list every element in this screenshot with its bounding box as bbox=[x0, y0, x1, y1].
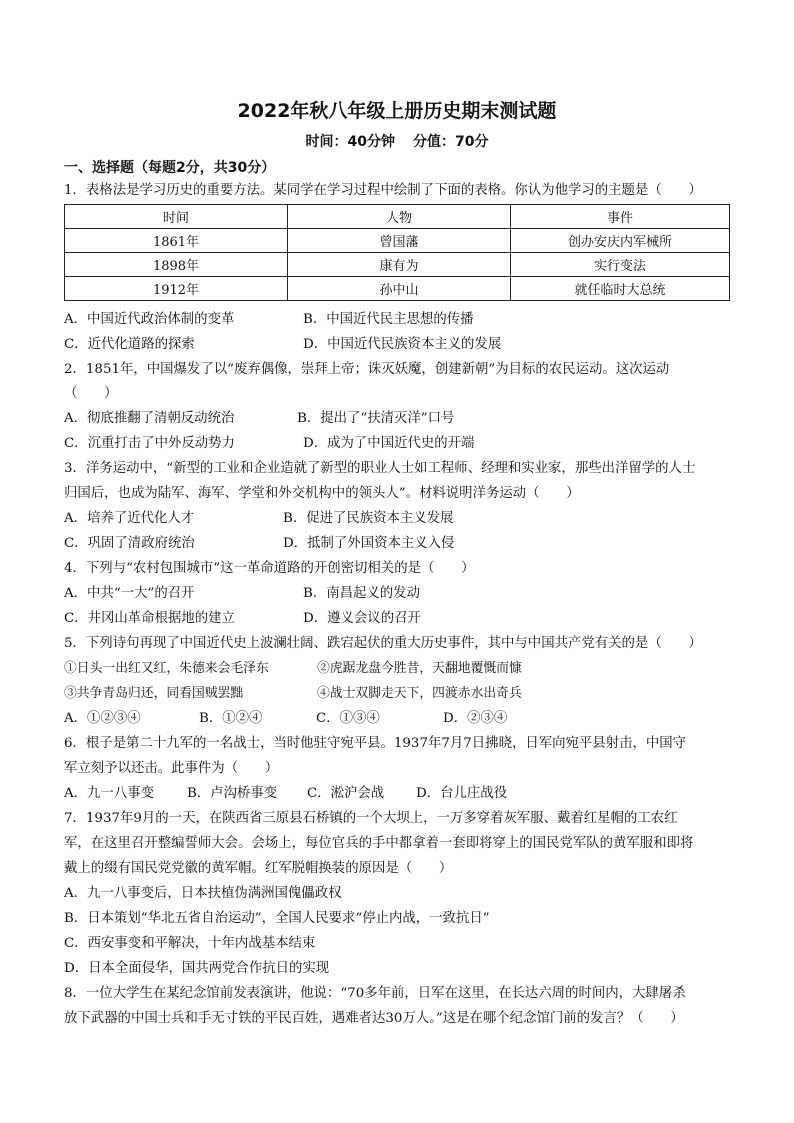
table-header-cell: 事件 bbox=[511, 205, 730, 229]
table-cell: 1861年 bbox=[65, 229, 288, 253]
q6-option-c: C．淞沪会战 bbox=[307, 786, 385, 801]
q5-poem-4: ④战士双脚走天下，四渡赤水出奇兵 bbox=[317, 686, 522, 701]
table-header-row bbox=[65, 205, 730, 229]
q1-option-c: C．近代化道路的探索 bbox=[64, 337, 195, 352]
table-cell: 孙中山 bbox=[288, 277, 511, 301]
table-cell: 曾国藩 bbox=[288, 229, 511, 253]
q2-option-a: A．彻底推翻了清朝反动统治 bbox=[64, 411, 235, 426]
q4-option-b: B．南昌起义的发动 bbox=[303, 586, 420, 601]
q2-option-d: D．成为了中国近代史的开端 bbox=[303, 436, 475, 451]
table-header-cell: 时间 bbox=[65, 205, 288, 229]
q1-stem: 1．表格法是学习历史的重要方法。某同学在学习过程中绘制了下面的表格。你认为他学习的主题是（ ） bbox=[64, 183, 702, 198]
q5-stem: 5．下列诗句再现了中国近代史上波澜壮阔、跌宕起伏的重大历史事件，其中与中国共产党有关的是（ ） bbox=[64, 636, 702, 651]
table-cell: 就任临时大总统 bbox=[511, 277, 730, 301]
table-header-cell: 人物 bbox=[288, 205, 511, 229]
table-cell: 1898年 bbox=[65, 253, 288, 277]
q2-stem-line1: 2．1851年，中国爆发了以“废弃偶像，崇拜上帝；诛灭妖魔，创建新朝”为目标的农民运动。这次运动 bbox=[64, 362, 670, 377]
q3-stem-line1: 3．洋务运动中，“新型的工业和企业造就了新型的职业人士如工程师、经理和实业家，那些出洋留学的人士 bbox=[64, 461, 696, 476]
table-row bbox=[65, 253, 730, 277]
q8-stem-line2: 放下武器的中国士兵和手无寸铁的平民百姓，遇难者达30万人。”这是在哪个纪念馆门前的发言？（ ） bbox=[64, 1011, 684, 1026]
q5-option-d: D．②③④ bbox=[443, 711, 508, 726]
q6-option-b: B．卢沟桥事变 bbox=[187, 786, 278, 801]
section-heading: 一、选择题（每题2分，共30分） bbox=[64, 160, 276, 176]
q1-option-d: D．中国近代民族资本主义的发展 bbox=[303, 337, 502, 352]
q7-option-a: A．九一八事变后，日本扶植伪满洲国傀儡政权 bbox=[64, 886, 342, 901]
q4-stem: 4．下列与“农村包围城市”这一革命道路的开创密切相关的是（ ） bbox=[64, 561, 475, 576]
q1-option-b: B．中国近代民主思想的传播 bbox=[303, 312, 474, 327]
q4-option-c: C．井冈山革命根据地的建立 bbox=[64, 611, 235, 626]
exam-info bbox=[0, 131, 794, 151]
q2-option-c: C．沉重打击了中外反动势力 bbox=[64, 436, 235, 451]
q7-stem-line3: 戴上的缀有国民党党徽的黄军帽。红军脱帽换装的原因是（ ） bbox=[64, 861, 453, 876]
score-label: 分值：70分 bbox=[413, 134, 489, 150]
q7-option-c: C．西安事变和平解决，十年内战基本结束 bbox=[64, 936, 316, 951]
q5-option-c: C．①③④ bbox=[316, 711, 380, 726]
q2-stem-line2: （ ） bbox=[64, 386, 118, 401]
q7-option-d: D．日本全面侵华，国共两党合作抗日的实现 bbox=[64, 961, 330, 976]
q3-option-c: C．巩固了清政府统治 bbox=[64, 536, 195, 551]
q3-option-b: B．促进了民族资本主义发展 bbox=[283, 511, 454, 526]
exam-title: 2022年秋八年级上册历史期末测试题 bbox=[237, 100, 557, 122]
q6-stem-line1: 6．根子是第二十九军的一名战士，当时他驻守宛平县。1937年7月7日拂晓，日军向宛平县射击，中国守 bbox=[64, 736, 687, 751]
q5-option-b: B．①②④ bbox=[199, 711, 263, 726]
q6-option-a: A．九一八事变 bbox=[64, 786, 155, 801]
table-cell: 1912年 bbox=[65, 277, 288, 301]
table-row bbox=[65, 229, 730, 253]
q5-poem-2: ②虎踞龙盘今胜昔，天翻地覆慨而慷 bbox=[317, 661, 522, 676]
q5-poem-3: ③共争青岛归还，同看国贼罢黜 bbox=[64, 686, 244, 701]
table-row bbox=[65, 277, 730, 301]
q5-poem-1: ①日头一出红又红，朱德来会毛泽东 bbox=[64, 661, 269, 676]
q4-option-d: D．遵义会议的召开 bbox=[303, 611, 421, 626]
q3-option-d: D．抵制了外国资本主义入侵 bbox=[283, 536, 455, 551]
q7-stem-line2: 军，在这里召开整编誓师大会。会场上，每位官兵的手中都拿着一套即将穿上的国民党军队的黄军服和即将 bbox=[64, 836, 694, 851]
q3-stem-line2: 归国后，也成为陆军、海军、学堂和外交机构中的领头人”。材料说明洋务运动（ ） bbox=[64, 486, 580, 501]
q1-table bbox=[64, 204, 730, 301]
table-cell: 创办安庆内军械所 bbox=[511, 229, 730, 253]
q7-stem-line1: 7．1937年9月的一天，在陕西省三原县石桥镇的一个大坝上，一万多穿着灰军服、戴着红星帽的工农红 bbox=[64, 811, 678, 826]
q8-stem-line1: 8．一位大学生在某纪念馆前发表演讲，他说：“70多年前，日军在这里，在长达六周的时间内，大肆屠杀 bbox=[64, 986, 686, 1001]
q3-option-a: A．培养了近代化人才 bbox=[64, 511, 195, 526]
q1-option-a: A．中国近代政治体制的变革 bbox=[64, 312, 235, 327]
q7-option-b: B．日本策划“华北五省自治运动”，全国人民要求“停止内战，一致抗日” bbox=[64, 911, 490, 926]
table-cell: 康有为 bbox=[288, 253, 511, 277]
q6-stem-line2: 军立刻予以还击。此事件为（ ） bbox=[64, 761, 279, 776]
q5-option-a: A．①②③④ bbox=[64, 711, 141, 726]
q6-option-d: D．台儿庄战役 bbox=[416, 786, 508, 801]
time-label: 时间：40分钟 bbox=[305, 134, 395, 150]
q4-option-a: A．中共“一大”的召开 bbox=[64, 586, 195, 601]
table-cell: 实行变法 bbox=[511, 253, 730, 277]
q2-option-b: B．提出了“扶清灭洋”口号 bbox=[297, 411, 455, 426]
